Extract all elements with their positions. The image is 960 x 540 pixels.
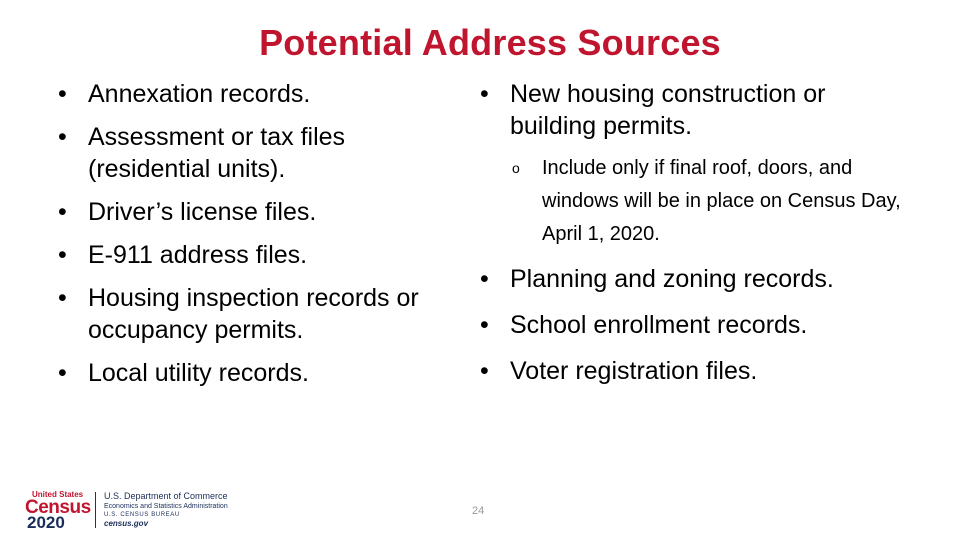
list-item	[480, 355, 910, 387]
bullet-icon: •	[58, 284, 67, 312]
census-2020-logo	[24, 490, 94, 530]
list-item-text: E-911 address files.	[88, 241, 308, 269]
footer-divider	[95, 492, 96, 528]
list-item-text: New housing construction or building permits.	[510, 80, 826, 140]
bullet-icon: •	[480, 311, 489, 339]
agency-bureau: U.S. CENSUS BUREAU	[104, 512, 180, 518]
list-item-text: Assessment or tax files (residential units).	[88, 123, 346, 183]
list-item-text: Voter registration files.	[510, 357, 758, 385]
right-bullet-list-top	[480, 78, 910, 142]
bullet-icon: •	[58, 80, 67, 108]
agency-department: U.S. Department of Commerce	[104, 491, 228, 501]
left-column	[58, 78, 458, 400]
list-item-text: Driver’s license files.	[88, 198, 317, 226]
left-bullet-list	[58, 78, 458, 389]
sub-bullet-item	[480, 152, 910, 251]
list-item	[58, 239, 458, 271]
list-item-text: Housing inspection records or occupancy permits.	[88, 284, 419, 344]
agency-website: census.gov	[104, 519, 149, 528]
bullet-icon: •	[58, 359, 67, 387]
list-item	[58, 78, 458, 110]
bullet-icon: •	[480, 265, 489, 293]
list-item	[480, 78, 910, 142]
logo-census-text: Census	[25, 497, 91, 518]
circle-bullet-icon: o	[512, 160, 520, 176]
list-item	[58, 121, 458, 185]
right-column	[480, 78, 910, 401]
agency-block	[104, 491, 264, 529]
logo-united-states-text: United States	[32, 490, 84, 499]
list-item	[58, 196, 458, 228]
bullet-icon: •	[58, 198, 67, 226]
page-number: 24	[472, 505, 485, 517]
list-item	[58, 282, 458, 346]
list-item-text: School enrollment records.	[510, 311, 808, 339]
logo-year-text: 2020	[27, 513, 65, 532]
list-item-text: Local utility records.	[88, 359, 309, 387]
sub-bullet-text: Include only if final roof, doors, and windows will be in place on Census Day, April 1, 2020.	[542, 157, 901, 245]
slide-title: Potential Address Sources	[259, 22, 721, 63]
bullet-icon: •	[58, 123, 67, 151]
list-item	[58, 357, 458, 389]
agency-administration: Economics and Statistics Administration	[104, 503, 228, 510]
list-item	[480, 309, 910, 341]
bullet-icon: •	[480, 80, 489, 108]
right-bullet-list-bottom	[480, 263, 910, 387]
list-item-text: Annexation records.	[88, 80, 311, 108]
list-item	[480, 263, 910, 295]
bullet-icon: •	[480, 357, 489, 385]
list-item-text: Planning and zoning records.	[510, 265, 834, 293]
bullet-icon: •	[58, 241, 67, 269]
